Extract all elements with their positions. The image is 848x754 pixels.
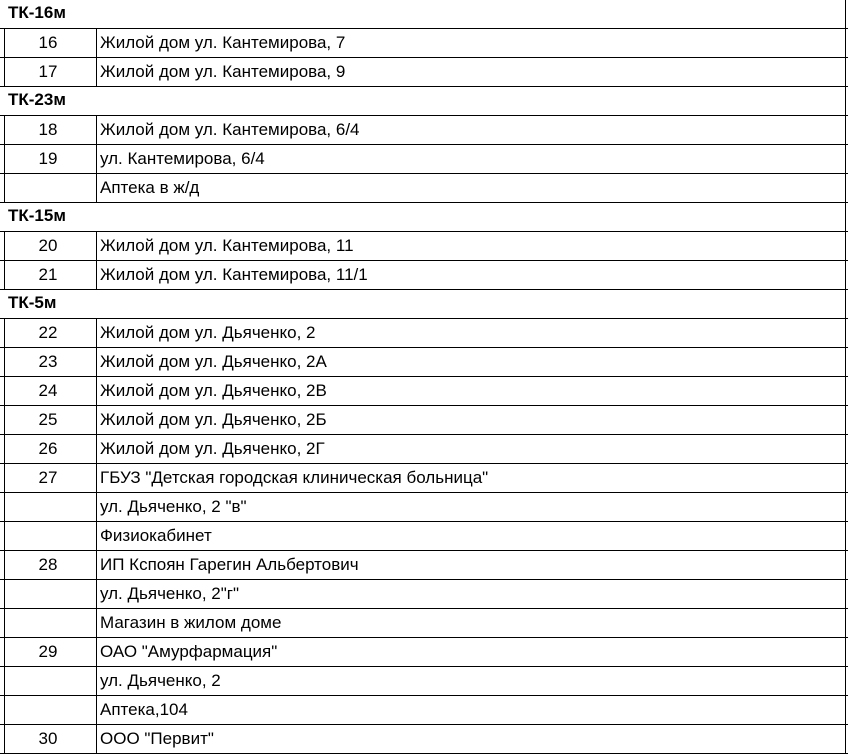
row-text-cell: ул. Дьяченко, 2 "в": [100, 497, 247, 516]
column-divider: [96, 116, 97, 145]
row-number-cell: 17: [38, 62, 58, 81]
right-border: [845, 58, 846, 87]
column-divider: [4, 580, 5, 609]
row-number-cell: [0, 696, 96, 725]
row-text-cell: ул. Дьяченко, 2: [100, 671, 221, 690]
column-divider: [4, 377, 5, 406]
column-divider: [96, 145, 97, 174]
row-number-cell: [0, 522, 96, 551]
group-title: ТК-16м: [8, 3, 66, 22]
column-divider: [4, 667, 5, 696]
table-row: [0, 667, 848, 696]
row-text-cell: Аптека,104: [100, 700, 188, 719]
column-divider: [96, 406, 97, 435]
table-row: [0, 609, 848, 638]
row-text-cell: ул. Дьяченко, 2"г": [100, 584, 240, 603]
table-row: [0, 348, 848, 377]
group-header-row: [0, 87, 848, 116]
column-divider: [96, 261, 97, 290]
group-header-row: [0, 203, 848, 232]
group-header-row: [0, 0, 848, 29]
table-row: [0, 58, 848, 87]
right-border: [845, 464, 846, 493]
table-row: [0, 638, 848, 667]
row-text-cell: ГБУЗ "Детская городская клиническая больница": [100, 468, 489, 487]
row-number-cell: [0, 493, 96, 522]
group-title: ТК-5м: [8, 293, 57, 312]
row-number-cell: 23: [38, 352, 58, 371]
right-border: [845, 290, 846, 319]
row-number-cell: 26: [38, 439, 58, 458]
column-divider: [96, 377, 97, 406]
row-text-cell: Жилой дом ул. Дьяченко, 2: [100, 323, 316, 342]
group-header-row: [0, 290, 848, 319]
table-row: [0, 174, 848, 203]
column-divider: [96, 319, 97, 348]
table-row: [0, 319, 848, 348]
column-divider: [4, 348, 5, 377]
column-divider: [96, 580, 97, 609]
column-divider: [4, 696, 5, 725]
column-divider: [4, 58, 5, 87]
row-number-cell: [0, 667, 96, 696]
row-text-cell: Жилой дом ул. Кантемирова, 7: [100, 33, 346, 52]
right-border: [845, 638, 846, 667]
row-number-cell: [0, 174, 96, 203]
right-border: [845, 725, 846, 754]
column-divider: [96, 725, 97, 754]
column-divider: [96, 493, 97, 522]
right-border: [845, 493, 846, 522]
row-text-cell: ООО "Первит": [100, 729, 214, 748]
row-number-cell: 30: [38, 729, 58, 748]
column-divider: [4, 609, 5, 638]
row-number-cell: 22: [38, 323, 58, 342]
column-divider: [96, 522, 97, 551]
right-border: [845, 116, 846, 145]
row-number-cell: 16: [38, 33, 58, 52]
row-text-cell: Жилой дом ул. Кантемирова, 11/1: [100, 265, 368, 284]
column-divider: [4, 551, 5, 580]
column-divider: [96, 435, 97, 464]
right-border: [845, 377, 846, 406]
column-divider: [96, 58, 97, 87]
group-title: ТК-23м: [8, 90, 66, 109]
group-title: ТК-15м: [8, 206, 66, 225]
right-border: [845, 319, 846, 348]
row-text-cell: ИП Кспоян Гарегин Альбертович: [100, 555, 359, 574]
right-border: [845, 145, 846, 174]
row-text-cell: Физиокабинет: [100, 526, 212, 545]
right-border: [845, 522, 846, 551]
table-row: [0, 261, 848, 290]
column-divider: [4, 638, 5, 667]
column-divider: [4, 261, 5, 290]
table-row: [0, 696, 848, 725]
right-border: [845, 667, 846, 696]
row-number-cell: 19: [38, 149, 58, 168]
column-divider: [96, 609, 97, 638]
table-row: [0, 551, 848, 580]
column-divider: [96, 696, 97, 725]
row-number-cell: [0, 609, 96, 638]
right-border: [845, 406, 846, 435]
row-number-cell: 24: [38, 381, 58, 400]
column-divider: [96, 638, 97, 667]
right-border: [845, 551, 846, 580]
right-border: [845, 87, 846, 116]
row-text-cell: Жилой дом ул. Кантемирова, 11: [100, 236, 354, 255]
row-text-cell: Жилой дом ул. Кантемирова, 6/4: [100, 120, 360, 139]
table-row: [0, 725, 848, 754]
row-text-cell: Жилой дом ул. Кантемирова, 9: [100, 62, 346, 81]
table-row: [0, 145, 848, 174]
right-border: [845, 261, 846, 290]
row-number-cell: 25: [38, 410, 58, 429]
right-border: [845, 435, 846, 464]
row-number-cell: 29: [38, 642, 58, 661]
column-divider: [96, 348, 97, 377]
row-text-cell: Магазин в жилом доме: [100, 613, 282, 632]
row-number-cell: [0, 580, 96, 609]
right-border: [845, 580, 846, 609]
row-text-cell: Аптека в ж/д: [100, 178, 200, 197]
column-divider: [4, 145, 5, 174]
right-border: [845, 174, 846, 203]
row-number-cell: 21: [38, 265, 58, 284]
row-number-cell: 27: [38, 468, 58, 487]
column-divider: [4, 493, 5, 522]
column-divider: [96, 667, 97, 696]
table-row: [0, 522, 848, 551]
table-row: [0, 580, 848, 609]
column-divider: [4, 319, 5, 348]
column-divider: [4, 725, 5, 754]
right-border: [845, 29, 846, 58]
column-divider: [96, 29, 97, 58]
table-row: [0, 116, 848, 145]
row-text-cell: Жилой дом ул. Дьяченко, 2Б: [100, 410, 327, 429]
table-row: [0, 406, 848, 435]
row-number-cell: 20: [38, 236, 58, 255]
column-divider: [4, 29, 5, 58]
table-row: [0, 493, 848, 522]
right-border: [845, 609, 846, 638]
row-number-cell: 28: [38, 555, 58, 574]
row-text-cell: ул. Кантемирова, 6/4: [100, 149, 265, 168]
column-divider: [4, 174, 5, 203]
row-number-cell: 18: [38, 120, 58, 139]
right-border: [845, 696, 846, 725]
row-text-cell: Жилой дом ул. Дьяченко, 2Г: [100, 439, 325, 458]
column-divider: [4, 116, 5, 145]
table-row: [0, 232, 848, 261]
row-text-cell: Жилой дом ул. Дьяченко, 2В: [100, 381, 327, 400]
right-border: [845, 348, 846, 377]
column-divider: [4, 522, 5, 551]
column-divider: [96, 232, 97, 261]
column-divider: [96, 551, 97, 580]
table-row: [0, 29, 848, 58]
column-divider: [4, 435, 5, 464]
column-divider: [4, 232, 5, 261]
right-border: [845, 0, 846, 29]
column-divider: [96, 174, 97, 203]
row-text-cell: Жилой дом ул. Дьяченко, 2А: [100, 352, 327, 371]
row-text-cell: ОАО "Амурфармация": [100, 642, 278, 661]
table-row: [0, 435, 848, 464]
column-divider: [4, 406, 5, 435]
table-row: [0, 377, 848, 406]
column-divider: [4, 464, 5, 493]
table-row: [0, 464, 848, 493]
column-divider: [96, 464, 97, 493]
right-border: [845, 203, 846, 232]
right-border: [845, 232, 846, 261]
